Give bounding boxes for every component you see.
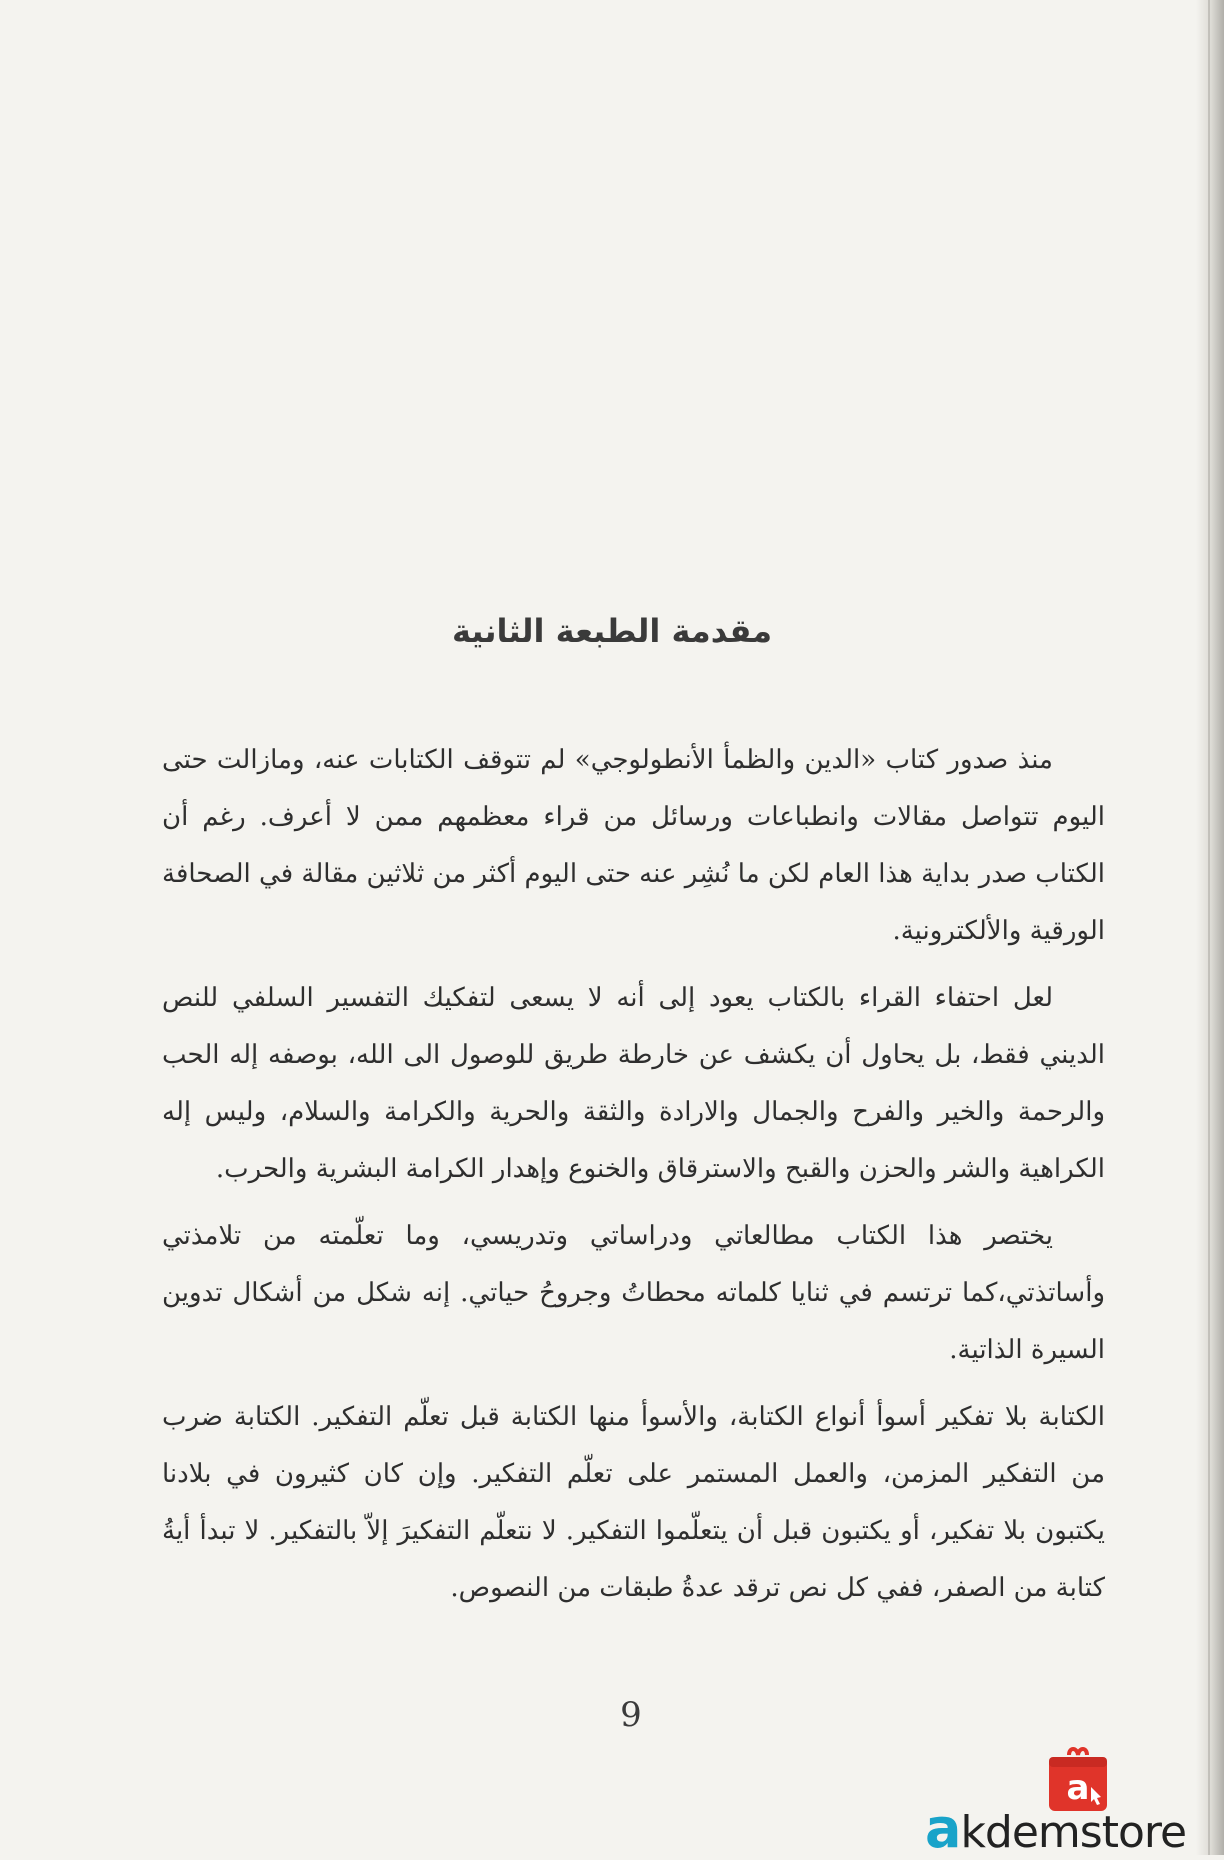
paragraph-3: يختصر هذا الكتاب مطالعاتي ودراساتي وتدريسي، وما تعلّمته من تلامذتي وأساتذتي،كما ترتسم في ثنايا كلماته محطاتُ وجروحُ حياتي. إنه شكل من أشكال تدوين السيرة الذاتية. [162,1221,1105,1365]
logo-wordmark [925,1797,1224,1860]
paragraph-2: لعل احتفاء القراء بالكتاب يعود إلى أنه لا يسعى لتفكيك التفسير السلفي للنص الديني فقط، بل يحاول أن يكشف عن خارطة طريق للوصول الى الله، بوصفه إله الحب والرحمة والخير والفرح والجمال والارادة والثقة والحرية والكرامة والسلام، وليس إله الكراهية والشر والحزن والقبح والاسترقاق والخنوع وإهدار الكرامة البشرية والحرب. [162,983,1105,1184]
store-watermark-logo [925,1735,1224,1860]
page-edge-shadow [1196,0,1224,1855]
logo-wordmark-rest: kdemstore [960,1807,1187,1858]
body-text [162,732,1105,1627]
badge-letter: a [1066,1768,1090,1808]
paragraph-4: الكتابة بلا تفكير أسوأ أنواع الكتابة، والأسوأ منها الكتابة قبل تعلّم التفكير. الكتابة ضرب من التفكير المزمن، والعمل المستمر على تعلّم التفكير. وإن كان كثيرون في بلادنا يكتبون بلا تفكير، أو يكتبون قبل أن يتعلّموا التفكير. لا نتعلّم التفكيرَ إلاّ بالتفكير. لا تبدأ أيةُ كتابة من الصفر، ففي كل نص ترقد عدةُ طبقات من النصوص. [162,1402,1105,1603]
paragraph-1: منذ صدور كتاب «الدين والظمأ الأنطولوجي» لم تتوقف الكتابات عنه، ومازالت حتى اليوم تتواصل مقالات وانطباعات ورسائل من قراء معظمهم ممن لا أعرف. رغم أن الكتاب صدر بداية هذا العام لكن ما نُشِر عنه حتى اليوم أكثر من ثلاثين مقالة في الصحافة الورقية والألكترونية. [162,745,1105,946]
logo-letter-a: a [925,1797,961,1860]
page-edge-line [1208,0,1210,1855]
page-title: مقدمة الطبعة الثانية [451,612,773,650]
page-number: 9 [620,1695,642,1735]
